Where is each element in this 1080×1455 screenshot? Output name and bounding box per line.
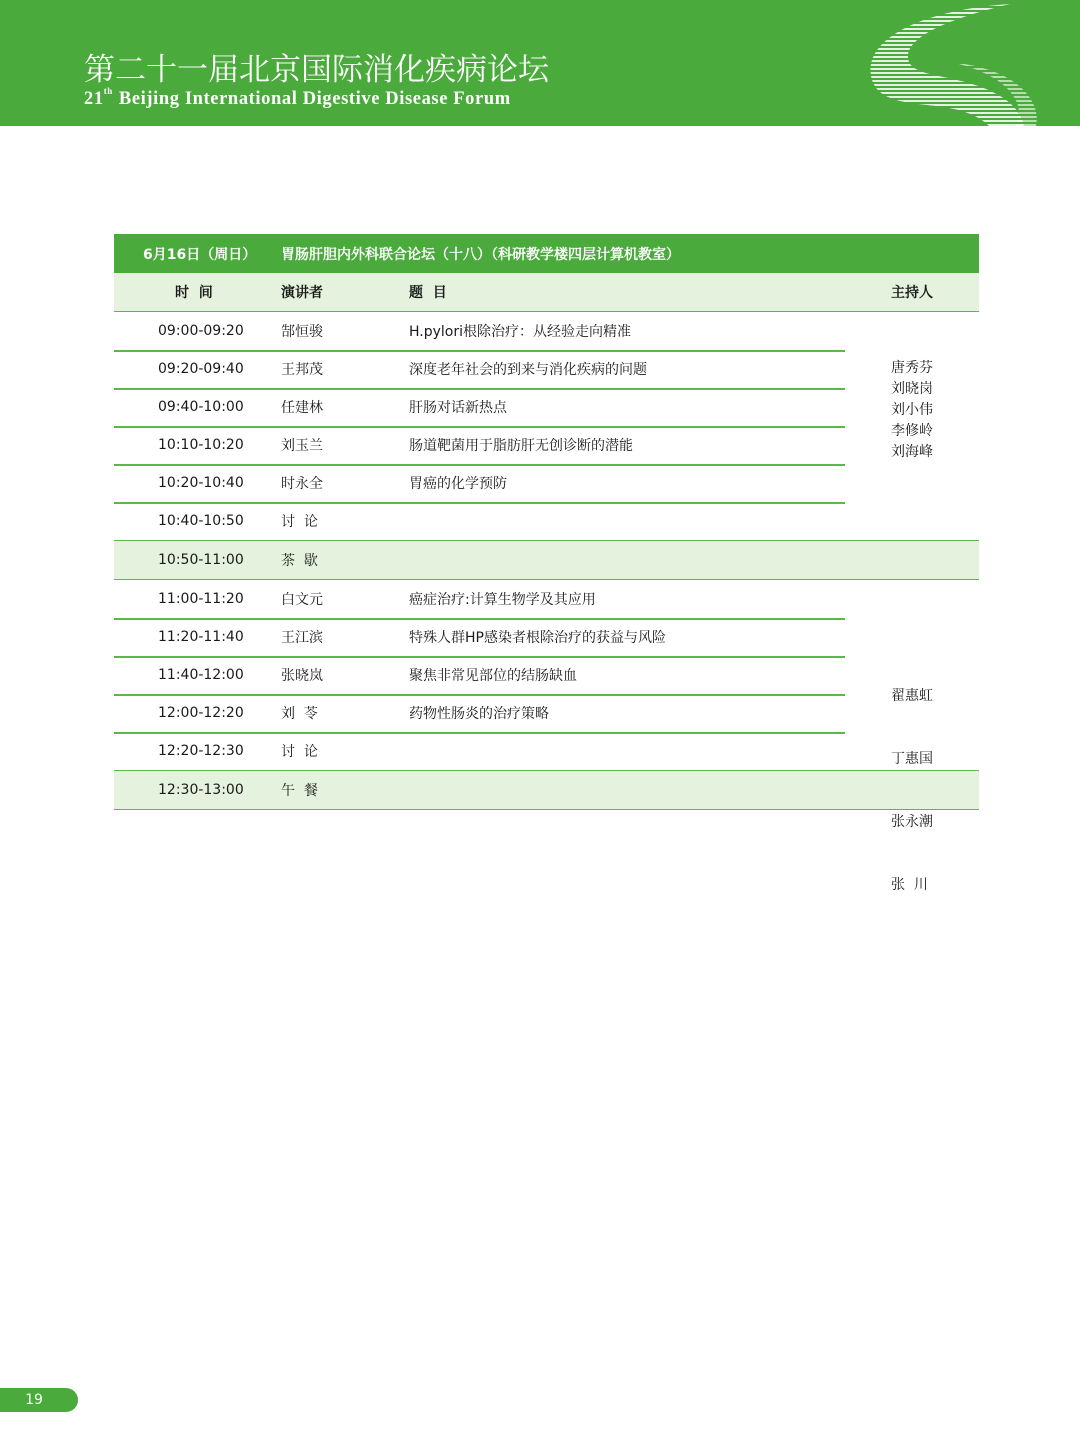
table-row <box>114 656 979 694</box>
host-name: 唐秀芬 <box>891 360 933 376</box>
host-name: 刘晓岗 <box>891 381 933 397</box>
row-time: 10:40-10:50 <box>158 513 244 529</box>
row-speaker: 午 餐 <box>281 783 318 799</box>
row-speaker: 讨 论 <box>281 514 318 530</box>
page-number: 19 <box>0 1388 78 1412</box>
row-speaker: 王邦茂 <box>281 362 323 378</box>
table-row <box>114 426 979 464</box>
table-row <box>114 502 979 541</box>
table-row <box>114 771 979 810</box>
row-time: 10:20-10:40 <box>158 475 244 491</box>
forum-name-english: Beijing International Digestive Disease Forum <box>118 89 511 109</box>
row-speaker: 刘 苓 <box>281 706 318 722</box>
row-time: 11:40-12:00 <box>158 667 244 683</box>
session-title: 胃肠肝胆内外科联合论坛（十八）（科研教学楼四层计算机教室） <box>281 246 680 263</box>
table-row <box>114 618 979 656</box>
table-row <box>114 580 979 618</box>
schedule-table <box>114 234 979 893</box>
host-name: 李修岭 <box>891 423 933 439</box>
hosts-late-morning <box>891 644 933 938</box>
row-time: 12:20-12:30 <box>158 743 244 759</box>
row-time: 10:50-11:00 <box>158 552 244 568</box>
row-time: 10:10-10:20 <box>158 437 244 453</box>
session-header-row <box>114 234 979 273</box>
row-time: 09:20-09:40 <box>158 361 244 377</box>
hosts-morning <box>891 358 933 463</box>
host-name: 刘小伟 <box>891 402 933 418</box>
edition-number: 21 <box>84 89 104 109</box>
table-row <box>114 694 979 732</box>
forum-title-english <box>84 86 511 110</box>
row-topic: 肠道靶菌用于脂肪肝无创诊断的潜能 <box>409 438 633 454</box>
row-speaker: 茶 歇 <box>281 553 318 569</box>
row-time: 09:40-10:00 <box>158 399 244 415</box>
table-row <box>114 732 979 771</box>
edition-suffix: th <box>103 86 113 96</box>
host-name: 刘海峰 <box>891 444 933 460</box>
session-date: 6月16日（周日） <box>143 246 257 263</box>
row-topic: 肝肠对话新热点 <box>409 400 507 416</box>
row-time: 09:00-09:20 <box>158 323 244 339</box>
row-topic: 胃癌的化学预防 <box>409 476 507 492</box>
row-speaker: 张晓岚 <box>281 668 323 684</box>
row-speaker: 时永全 <box>281 476 323 492</box>
row-topic: 药物性肠炎的治疗策略 <box>409 706 549 722</box>
table-row <box>114 350 979 388</box>
host-name: 丁惠国 <box>891 751 933 767</box>
forum-title-chinese: 第二十一届北京国际消化疾病论坛 <box>84 52 549 88</box>
row-speaker: 任建林 <box>281 400 323 416</box>
table-row <box>114 464 979 502</box>
row-topic: 深度老年社会的到来与消化疾病的问题 <box>409 362 647 378</box>
row-topic: 聚焦非常见部位的结肠缺血 <box>409 668 577 684</box>
row-time: 12:00-12:20 <box>158 705 244 721</box>
row-speaker: 郜恒骏 <box>281 324 323 340</box>
row-speaker: 王江滨 <box>281 630 323 646</box>
column-header-row <box>114 273 979 312</box>
table-row <box>114 541 979 580</box>
row-topic: 癌症治疗:计算生物学及其应用 <box>409 592 596 608</box>
column-topic: 题 目 <box>409 285 447 301</box>
table-row <box>114 388 979 426</box>
host-name: 张 川 <box>891 877 928 893</box>
row-topic: H.pylori根除治疗：从经验走向精准 <box>409 324 632 340</box>
table-row <box>114 312 979 350</box>
row-time: 12:30-13:00 <box>158 782 244 798</box>
row-time: 11:20-11:40 <box>158 629 244 645</box>
row-speaker: 讨 论 <box>281 744 318 760</box>
column-speaker: 演讲者 <box>281 285 323 301</box>
row-speaker: 刘玉兰 <box>281 438 323 454</box>
forum-logo-icon <box>860 0 1080 180</box>
row-speaker: 白文元 <box>281 592 323 608</box>
host-name: 张永潮 <box>891 814 933 830</box>
column-host: 主持人 <box>891 285 933 301</box>
host-name: 翟惠虹 <box>891 688 933 704</box>
column-time: 时 间 <box>175 285 213 301</box>
row-topic: 特殊人群HP感染者根除治疗的获益与风险 <box>409 630 666 646</box>
row-time: 11:00-11:20 <box>158 591 244 607</box>
